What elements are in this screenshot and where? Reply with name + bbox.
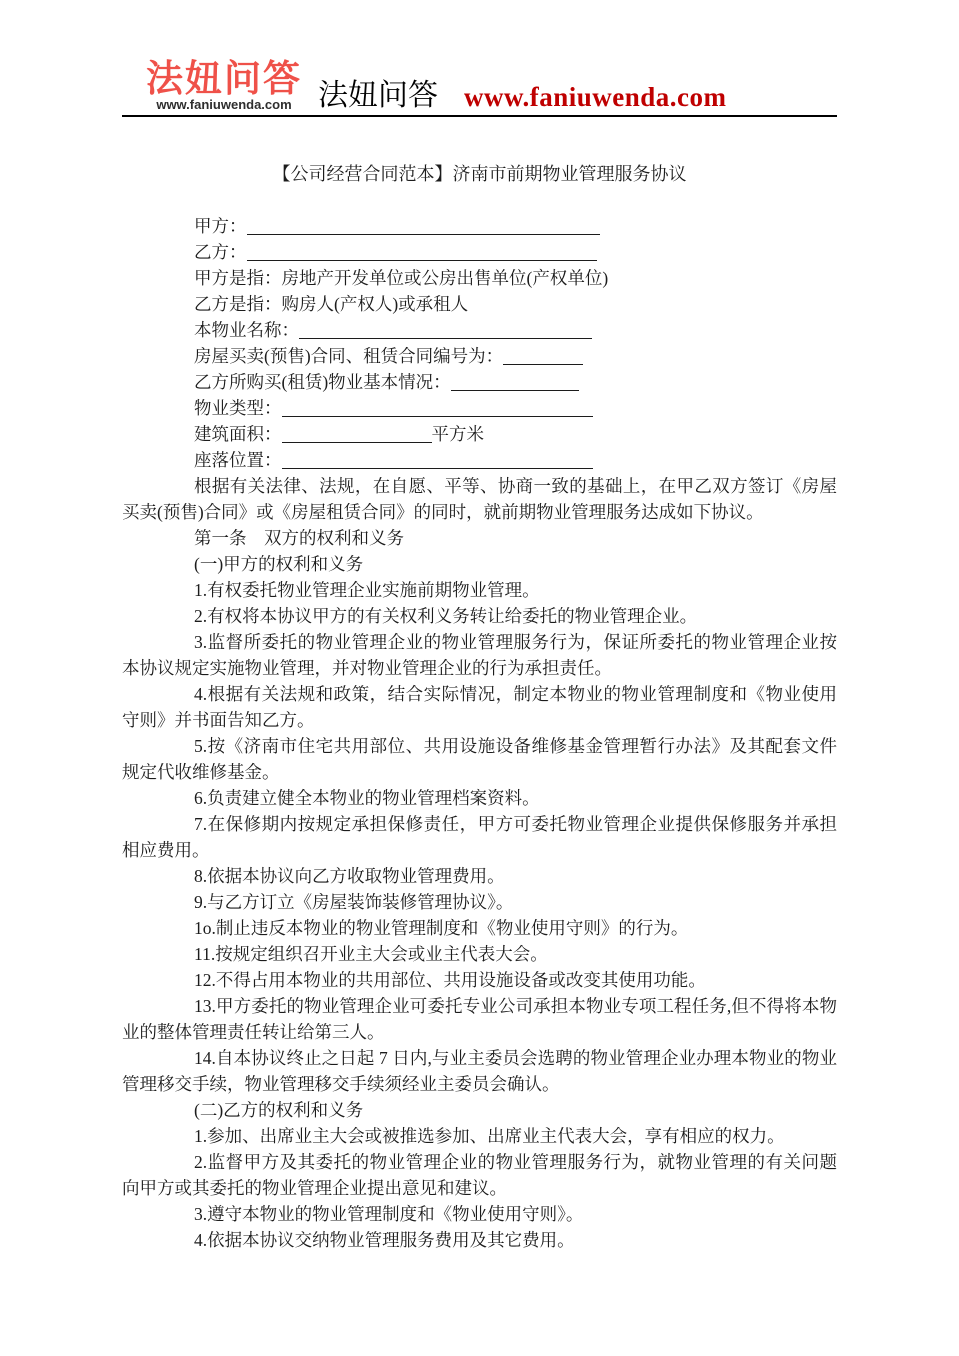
text-run: 4.根据有关法规和政策，结合实际情况，制定本物业的物业管理制度和《物业使用守则》并书面告知乙方。: [122, 684, 837, 730]
text-run: 1o.制止违反本物业的物业管理制度和《物业使用守则》的行为。: [194, 918, 689, 938]
text-run: (二)乙方的权利和义务: [194, 1100, 364, 1120]
section-2-heading: [122, 1097, 837, 1123]
party-a-item-2: [122, 603, 837, 629]
text-run: 甲方：: [194, 216, 247, 236]
text-run: 房屋买卖(预售)合同、租赁合同编号为：: [194, 346, 504, 366]
party-b-item-4: [122, 1227, 837, 1253]
text-run: 平方米: [431, 424, 484, 444]
party-a-definition: [122, 265, 837, 291]
text-run: 9.与乙方订立《房屋装饰装修管理协议》。: [194, 892, 514, 912]
party-a-item-1: [122, 577, 837, 603]
site-url-link[interactable]: www.faniuwenda.com: [464, 81, 727, 112]
text-run: 座落位置：: [194, 450, 282, 470]
text-run: 本物业名称：: [194, 320, 299, 340]
fill-in-blank: [451, 379, 579, 391]
fill-in-blank: [247, 223, 600, 235]
fill-in-blank: [282, 405, 593, 417]
party-b-definition: [122, 291, 837, 317]
article-1-heading: [122, 525, 837, 551]
fill-in-blank: [247, 249, 597, 261]
party-a-item-4: [122, 681, 837, 733]
text-run: 13.甲方委托的物业管理企业可委托专业公司承担本物业专项工程任务,但不得将本物业的整体管理责任转让给第三人。: [122, 996, 837, 1042]
site-logo[interactable]: [146, 60, 302, 111]
party-b-item-2: [122, 1149, 837, 1201]
text-run: 7.在保修期内按规定承担保修责任，甲方可委托物业管理企业提供保修服务并承担相应费用。: [122, 814, 837, 860]
party-a-item-10: [122, 915, 837, 941]
contract-number-field: [122, 343, 837, 369]
party-a-item-13: [122, 993, 837, 1045]
party-a-item-12: [122, 967, 837, 993]
text-run: 14.自本协议终止之日起 7 日内,与业主委员会选聘的物业管理企业办理本物业的物业管理移交手续，物业管理移交手续须经业主委员会确认。: [122, 1048, 837, 1094]
document-title: 【公司经营合同范本】济南市前期物业管理服务协议: [272, 164, 687, 184]
text-run: 物业类型：: [194, 398, 282, 418]
party-b-item-1: [122, 1123, 837, 1149]
party-a-item-5: [122, 733, 837, 785]
header-divider: [122, 115, 837, 117]
text-run: 6.负责建立健全本物业的物业管理档案资料。: [194, 788, 540, 808]
section-1-heading: [122, 551, 837, 577]
text-run: 2.有权将本协议甲方的有关权利义务转让给委托的物业管理企业。: [194, 606, 698, 626]
party-a-item-6: [122, 785, 837, 811]
text-run: 3.监督所委托的物业管理企业的物业管理服务行为，保证所委托的物业管理企业按本协议规定实施物业管理，并对物业管理企业的行为承担责任。: [122, 632, 837, 678]
document-body: [122, 161, 837, 1253]
text-run: 1.有权委托物业管理企业实施前期物业管理。: [194, 580, 540, 600]
text-run: 建筑面积：: [194, 424, 282, 444]
building-area-field: [122, 421, 837, 447]
text-run: (一)甲方的权利和义务: [194, 554, 364, 574]
text-run: 11.按规定组织召开业主大会或业主代表大会。: [194, 944, 548, 964]
text-run: 8.依据本协议向乙方收取物业管理费用。: [194, 866, 505, 886]
party-a-item-9: [122, 889, 837, 915]
site-name: 法妞问答: [318, 78, 438, 112]
text-run: 2.监督甲方及其委托的物业管理企业的物业管理服务行为，就物业管理的有关问题向甲方或其委托的物业管理企业提出意见和建议。: [122, 1152, 837, 1198]
text-run: 乙方：: [194, 242, 247, 262]
party-a-item-8: [122, 863, 837, 889]
text-run: 12.不得占用本物业的共用部位、共用设施设备或改变其使用功能。: [194, 970, 706, 990]
text-run: 5.按《济南市住宅共用部位、共用设施设备维修基金管理暂行办法》及其配套文件规定代收维修基金。: [122, 736, 837, 782]
document-content: [122, 213, 837, 1253]
preamble: [122, 473, 837, 525]
location-field: [122, 447, 837, 473]
fill-in-blank: [282, 457, 593, 469]
fill-in-blank: [282, 431, 432, 443]
text-run: 1.参加、出席业主大会或被推选参加、出席业主代表大会，享有相应的权力。: [194, 1126, 785, 1146]
text-run: 乙方所购买(租赁)物业基本情况：: [194, 372, 451, 392]
text-run: 第一条 双方的权利和义务: [194, 528, 404, 548]
fill-in-blank: [503, 353, 583, 365]
party-a-item-3: [122, 629, 837, 681]
site-header: [0, 0, 959, 111]
text-run: 甲方是指：房地产开发单位或公房出售单位(产权单位): [194, 268, 609, 288]
property-name-field: [122, 317, 837, 343]
text-run: 3.遵守本物业的物业管理制度和《物业使用守则》。: [194, 1204, 584, 1224]
text-run: 4.依据本协议交纳物业管理服务费用及其它费用。: [194, 1230, 575, 1250]
text-run: 乙方是指：购房人(产权人)或承租人: [194, 294, 469, 314]
fill-in-blank: [299, 327, 592, 339]
logo-url-text: www.faniuwenda.com: [156, 97, 292, 112]
party-a-item-14: [122, 1045, 837, 1097]
property-type-field: [122, 395, 837, 421]
party-b-item-3: [122, 1201, 837, 1227]
text-run: 根据有关法律、法规，在自愿、平等、协商一致的基础上，在甲乙双方签订《房屋买卖(预售)合同》或《房屋租赁合同》的同时，就前期物业管理服务达成如下协议。: [122, 476, 837, 522]
logo-brand-text: 法妞问答: [146, 58, 302, 99]
party-a-item-11: [122, 941, 837, 967]
property-basic-info-field: [122, 369, 837, 395]
party-a-item-7: [122, 811, 837, 863]
party-b-field: [122, 239, 837, 265]
party-a-field: [122, 213, 837, 239]
